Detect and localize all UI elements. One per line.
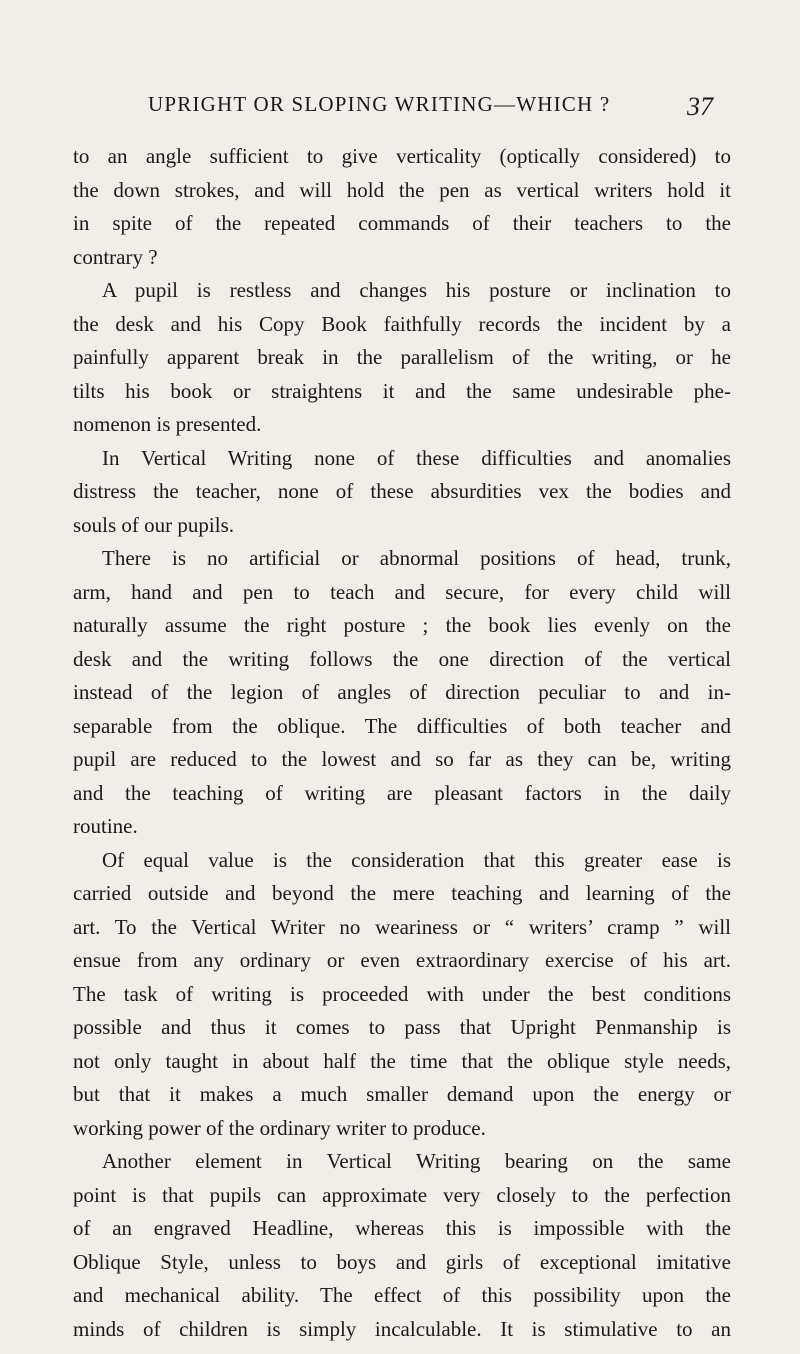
text-line: contrary ? <box>73 244 158 269</box>
text-line: naturally assume the right posture ; the book lies evenly on the <box>73 613 731 637</box>
text-line: and the teaching of writing are pleasant factors in the daily <box>73 780 731 805</box>
text-line: arm, hand and pen to teach and secure, for every child will <box>73 579 731 604</box>
text-line: of an engraved Headline, whereas this is impossible with the <box>73 1216 731 1240</box>
paragraph-first-line: Another element in Vertical Writing bearing on the same <box>102 1149 731 1173</box>
text-line: to an angle sufficient to give verticality (optically considered) to <box>73 144 731 168</box>
text-line: the down strokes, and will hold the pen as vertical writers hold it <box>73 177 731 202</box>
paragraph-first-line: Of equal value is the consideration that this greater ease is <box>102 847 731 872</box>
text-line: in spite of the repeated commands of their teachers to the <box>73 211 731 235</box>
text-line: nomenon is presented. <box>73 412 262 436</box>
text-line: The task of writing is proceeded with under the best conditions <box>73 981 731 1006</box>
text-line: pupil are reduced to the lowest and so far as they can be, writing <box>73 747 731 771</box>
text-line: carried outside and beyond the mere teaching and learning of the <box>73 881 731 905</box>
text-line: the desk and his Copy Book faithfully records the incident by a <box>73 311 731 336</box>
text-line: desk and the writing follows the one direction of the vertical <box>73 646 731 671</box>
text-line: instead of the legion of angles of direction peculiar to and in- <box>73 680 731 704</box>
text-line: Oblique Style, unless to boys and girls of exceptional imitative <box>73 1249 731 1274</box>
text-line: souls of our pupils. <box>73 512 235 537</box>
text-line: ensue from any ordinary or even extraordinary exercise of his art. <box>73 948 731 972</box>
text-line: art. To the Vertical Writer no weariness or “ writers’ cramp ” will <box>73 914 731 939</box>
paragraph-first-line: There is no artificial or abnormal positions of head, trunk, <box>102 546 731 570</box>
text-line: possible and thus it comes to pass that Upright Penmanship is <box>73 1015 731 1039</box>
text-line: not only taught in about half the time that the oblique style needs, <box>73 1048 731 1073</box>
text-line: working power of the ordinary writer to produce. <box>73 1115 486 1140</box>
text-line: point is that pupils can approximate very closely to the perfection <box>73 1182 731 1207</box>
text-line: painfully apparent break in the parallelism of the writing, or he <box>73 345 731 369</box>
page-number: 37 <box>687 92 713 121</box>
paragraph-first-line: A pupil is restless and changes his posture or inclination to <box>102 278 731 302</box>
text-line: distress the teacher, none of these absurdities vex the bodies and <box>73 479 731 503</box>
body-text <box>73 140 731 1346</box>
paragraph-first-line: In Vertical Writing none of these difficulties and anomalies <box>102 445 731 470</box>
text-line: and mechanical ability. The effect of this possibility upon the <box>73 1283 731 1307</box>
running-header <box>0 92 800 132</box>
text-line: separable from the oblique. The difficulties of both teacher and <box>73 713 731 738</box>
text-line: minds of children is simply incalculable. It is stimulative to an <box>73 1316 731 1341</box>
running-title: UPRIGHT OR SLOPING WRITING—WHICH ? <box>148 92 611 116</box>
text-line: but that it makes a much smaller demand upon the energy or <box>73 1082 731 1106</box>
text-line: tilts his book or straightens it and the same undesirable phe- <box>73 378 731 403</box>
text-line: routine. <box>73 814 138 838</box>
